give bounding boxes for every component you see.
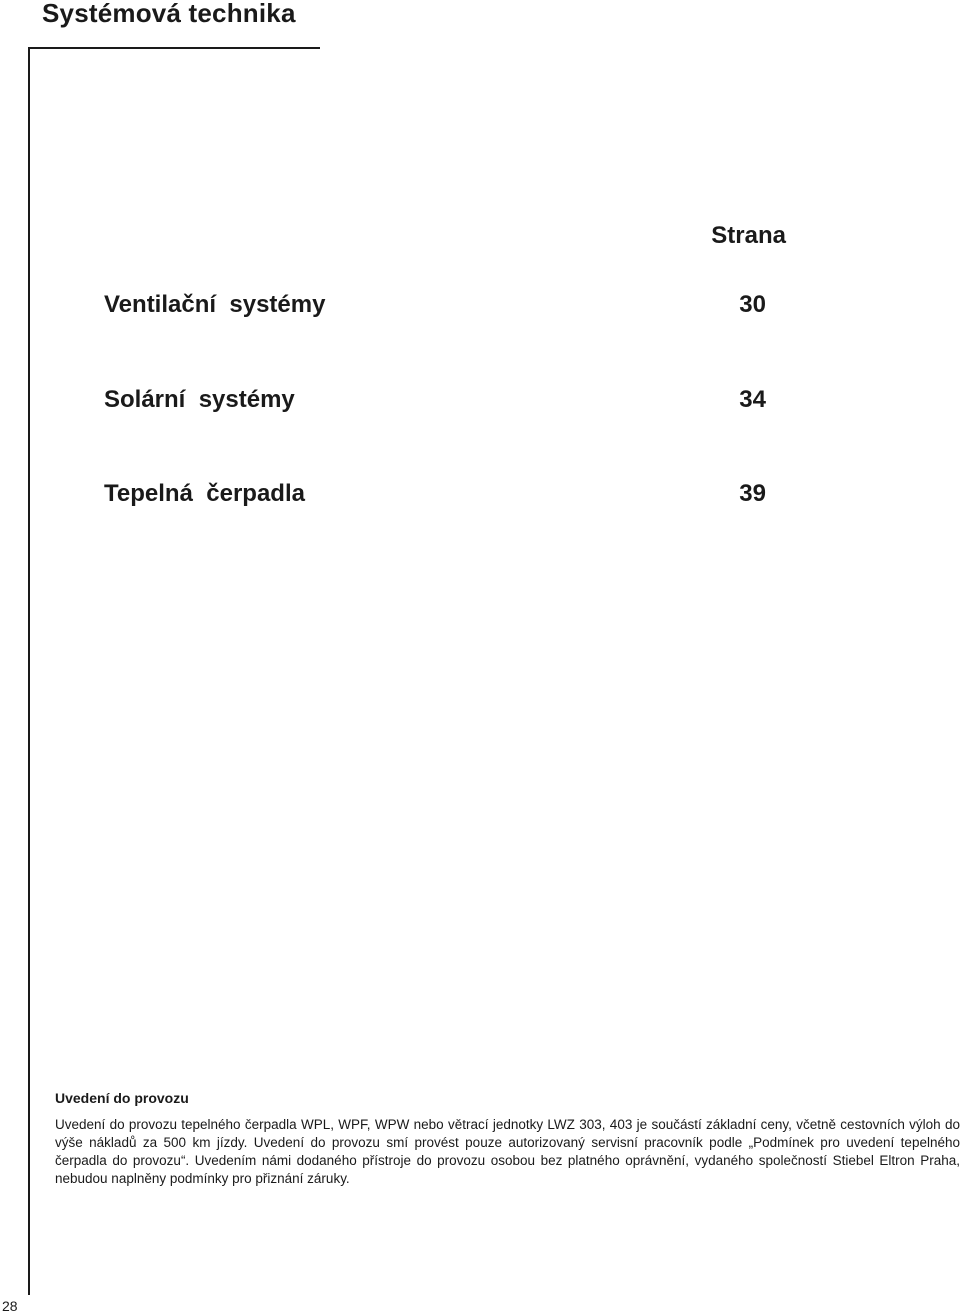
section-title: Systémová technika bbox=[42, 0, 296, 28]
toc-entry-page: 39 bbox=[739, 480, 766, 507]
margin-rule-vertical bbox=[28, 47, 30, 1295]
toc-entry-heat-pumps[interactable] bbox=[104, 479, 766, 511]
toc-entry-label: Tepelná čerpadla bbox=[104, 480, 305, 507]
toc-entry-label: Ventilační systémy bbox=[104, 291, 326, 318]
toc-entry-solar[interactable] bbox=[104, 385, 766, 417]
header-rule-horizontal bbox=[28, 47, 320, 49]
page-number: 28 bbox=[2, 1298, 18, 1314]
commissioning-body: Uvedení do provozu tepelného čerpadla WPL, WPF, WPW nebo větrací jednotky LWZ 303, 403 je součástí základní ceny, včetně cestovních výloh do výše nákladů za 500 km jízdy. Uvedení do provozu smí provést pouze autorizovaný servisní pracovník podle „Podmínek pro uvedení tepelného čerpadla do provozu“. Uvedením námi dodaného přístroje do provozu osobou bez platného oprávnění, vydaného společností Stiebel Eltron Praha, nebudou naplněny podmínky pro přiznání záruky. bbox=[55, 1117, 960, 1186]
toc-column-header: Strana bbox=[711, 222, 786, 249]
toc-entry-ventilation[interactable] bbox=[104, 290, 766, 322]
toc-entry-label: Solární systémy bbox=[104, 386, 295, 413]
commissioning-heading: Uvedení do provozu bbox=[55, 1090, 189, 1106]
toc-entry-page: 34 bbox=[739, 386, 766, 413]
toc-entry-page: 30 bbox=[739, 291, 766, 318]
commissioning-notice bbox=[55, 1089, 960, 1188]
